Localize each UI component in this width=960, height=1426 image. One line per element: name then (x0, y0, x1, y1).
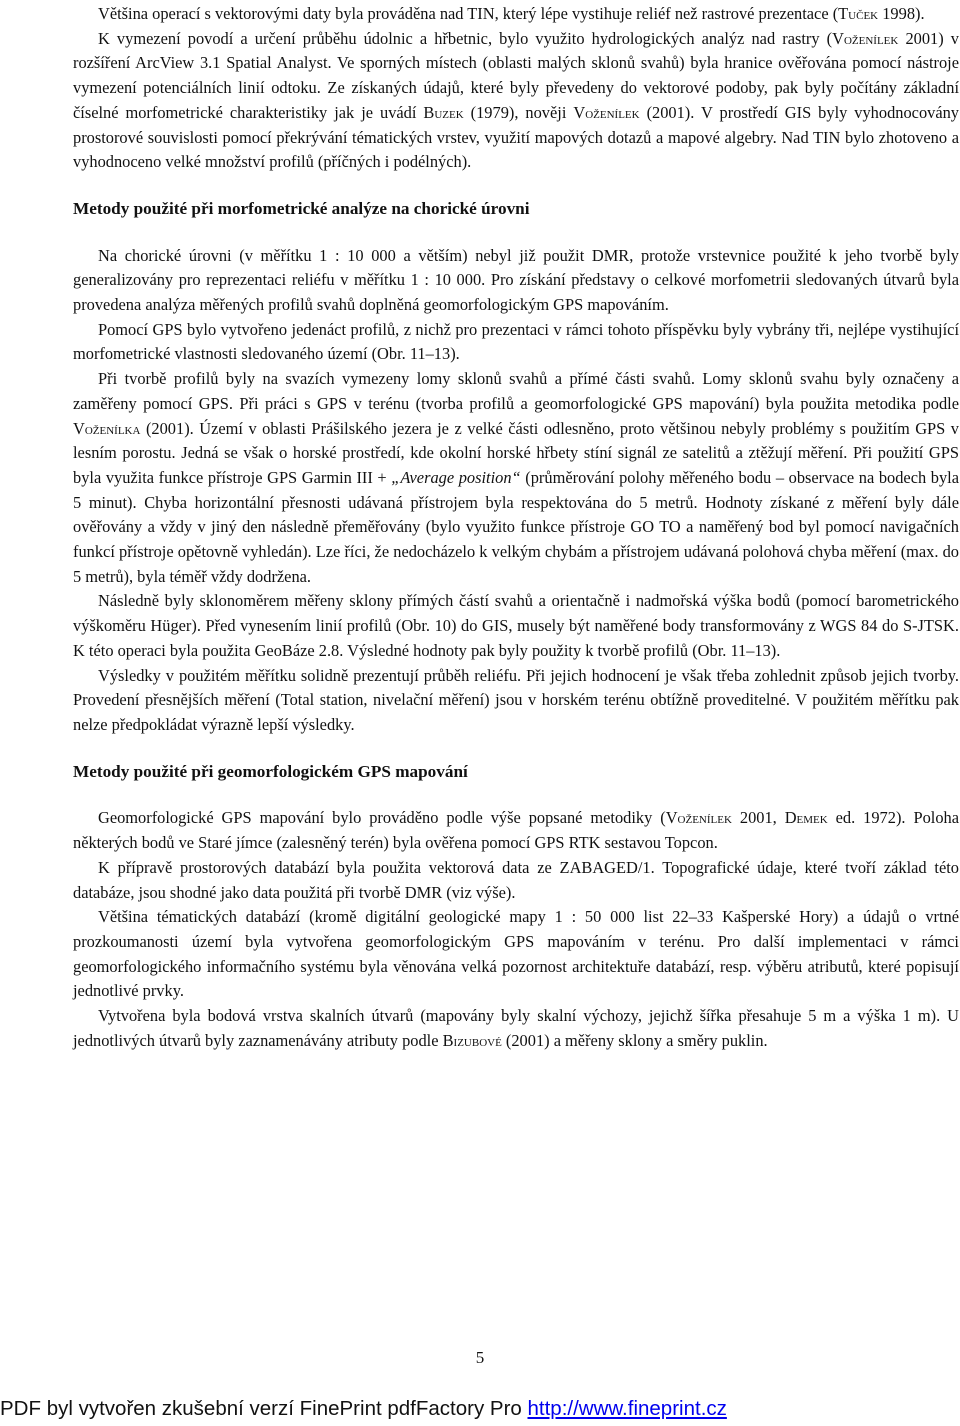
document-body (73, 0, 959, 1053)
paragraph-2: K vymezení povodí a určení průběhu údolnic a hřbetnic, bylo využito hydrologických analýz nad rastry (Voženílek 2001) v rozšíření ArcView 3.1 Spatial Analyst. Ve sporných místech (oblasti malých sklonů svahů) byla hranice ověřována pomocí nástroje vymezení potenciálních linií odtoku. Ze získaných údajů, které byly převedeny do vektorové podoby, pak byly počítány základní číselné morfometrické charakteristiky jak je uvádí Buzek (1979), nověji Voženílek (2001). V prostředí GIS byly vyhodnocovány prostorové souvislosti pomocí překrývání tématických vrstev, využití mapových dotazů a mapové algebry. Nad TIN bylo zhotoveno a vyhodnoceno velké množství profilů (příčných i podélných). (73, 28, 959, 172)
fineprint-link[interactable]: http://www.fineprint.cz (527, 1397, 727, 1420)
citation: Tuček (838, 4, 879, 23)
paragraph-4: Pomocí GPS bylo vytvořeno jedenáct profilů, z nichž pro prezentaci v rámci tohoto příspěvku byly vybrány tři, nejlépe vystihující morfometrické vlastnosti sledovaného území (Obr. 11–13). (73, 319, 959, 364)
paragraph-8: Geomorfologické GPS mapování bylo prováděno podle výše popsané metodiky (Voženílek 2001, Demek ed. 1972). Poloha některých bodů ve Staré jímce (zalesněný terén) byla ověřena pomocí GPS RTK sestavou Topcon. (73, 808, 959, 853)
paragraph-11: Vytvořena byla bodová vrstva skalních útvarů (mapovány byly skalní výchozy, jejichž šířka přesahuje 5 m a výška 1 m). U jednotlivých útvarů byly zaznamenávány atributy podle Bizubové (2001) a měřeny sklony a směry puklin. (73, 1006, 959, 1050)
paragraph-1: Většina operací s vektorovými daty byla prováděna nad TIN, který lépe vystihuje reliéf než rastrové prezentace (Tuček 1998). (98, 4, 925, 23)
section-heading-gps: Metody použité při geomorfologickém GPS mapování (73, 761, 468, 781)
paragraph-9: K přípravě prostorových databází byla použita vektorová data ze ZABAGED/1. Topografické údaje, které tvoří základ této databáze, jsou shodné jako data použitá při tvorbě DMR (viz výše). (73, 857, 959, 902)
paragraph-10: Většina tématických databází (kromě digitální geologické mapy 1 : 50 000 list 22–33 Kašperské Hory) a údajů o vrtné prozkoumanosti území byla vytvořena geomorfologickým GPS mapováním v terénu. Pro další implementaci v rámci geomorfologického informačního systému byla věnována velká pozornost architektuře databází, resp. výběru atributů, které popisují jednotlivé prvky. (73, 907, 959, 1001)
citation: Demek (784, 808, 828, 828)
citation: Voženílek (665, 808, 732, 828)
pdf-footer (0, 1396, 727, 1422)
page-number: 5 (475, 1348, 485, 1367)
paragraph-6: Následně byly sklonoměrem měřeny sklony přímých částí svahů a orientačně i nadmořská výška bodů (pomocí barometrického výškoměru Hüger). Před vynesením linií profilů (Obr. 10) do GIS, musely být naměřené body transformovány z WGS 84 do S-JTSK. K této operaci byla použita GeoBáze 2.8. Výsledné hodnoty pak byly použity k tvorbě profilů (Obr. 11–13). (73, 591, 959, 660)
paragraph-3: Na chorické úrovni (v měřítku 1 : 10 000 a větším) nebyl již použit DMR, protože vrstevnice použité k jeho tvorbě byly generalizovány pro reprezentaci reliéfu v měřítku 1 : 10 000. Pro získání představy o celkové morfometrii sledovaných útvarů byla provedena analýza měřených profilů svahů doplněná geomorfologickým GPS mapováním. (73, 245, 959, 315)
paragraph-5: Při tvorbě profilů byly na svazích vymezeny lomy sklonů svahů a přímé části svahů. Lomy sklonů svahu byly označeny a zaměřeny pomocí GPS. Při práci s GPS v terénu (tvorba profilů a geomorfologické GPS mapování) byla použita metodika podle Voženílka (2001). Území v oblasti Prášilského jezera je z velké části odlesněno, proto většinou nebyly problémy s použitím GPS v lesním porostu. Jedná se však o horské prostředí, kde okolní horské hřbety stíní signál ze satelitů a ztěžují měření. Při použití GPS byla využita funkce přístroje GPS Garmin III + „Average position“ (průměrování polohy měřeného bodu – observace na bodech byla 5 minut). Chyba horizontální přesnosti udávaná přístrojem byla respektována do 5 metrů. Hodnoty získané z měření byly dále ověřovány a vždy v jiný den následně přeměřovány (bylo využito funkce přístroje GO TO a naměřený bod byl pomocí navigačních funkcí přístroje opětovně vyhledán). Lze říci, že nedocházelo k velkým chybám a přístrojem udávaná polohová chyba měření (max. do 5 metrů), byla téměř vždy dodržena. (73, 369, 960, 586)
footer-text: PDF byl vytvořen zkušební verzí FinePrint pdfFactory Pro (0, 1397, 528, 1420)
citation: Buzek (423, 102, 464, 122)
section-heading-chorick: Metody použité při morfometrické analýze na chorické úrovni (73, 198, 530, 218)
citation: Voženílka (73, 418, 141, 438)
citation: Voženílek (573, 102, 640, 122)
citation: Bizubové (442, 1030, 502, 1050)
paragraph-7: Výsledky v použitém měřítku solidně prezentují průběh reliéfu. Při jejich hodnocení je však třeba zohlednit způsob jejich tvorby. Provedení přesnějších měření (Total station, nivelační měření) jsou v horském terénu obtížně proveditelné. V použitém měřítku pak nelze předpokládat výrazně lepší výsledky. (73, 665, 959, 734)
citation: Voženílek (832, 28, 899, 48)
italic-term: „Average position“ (391, 467, 521, 487)
